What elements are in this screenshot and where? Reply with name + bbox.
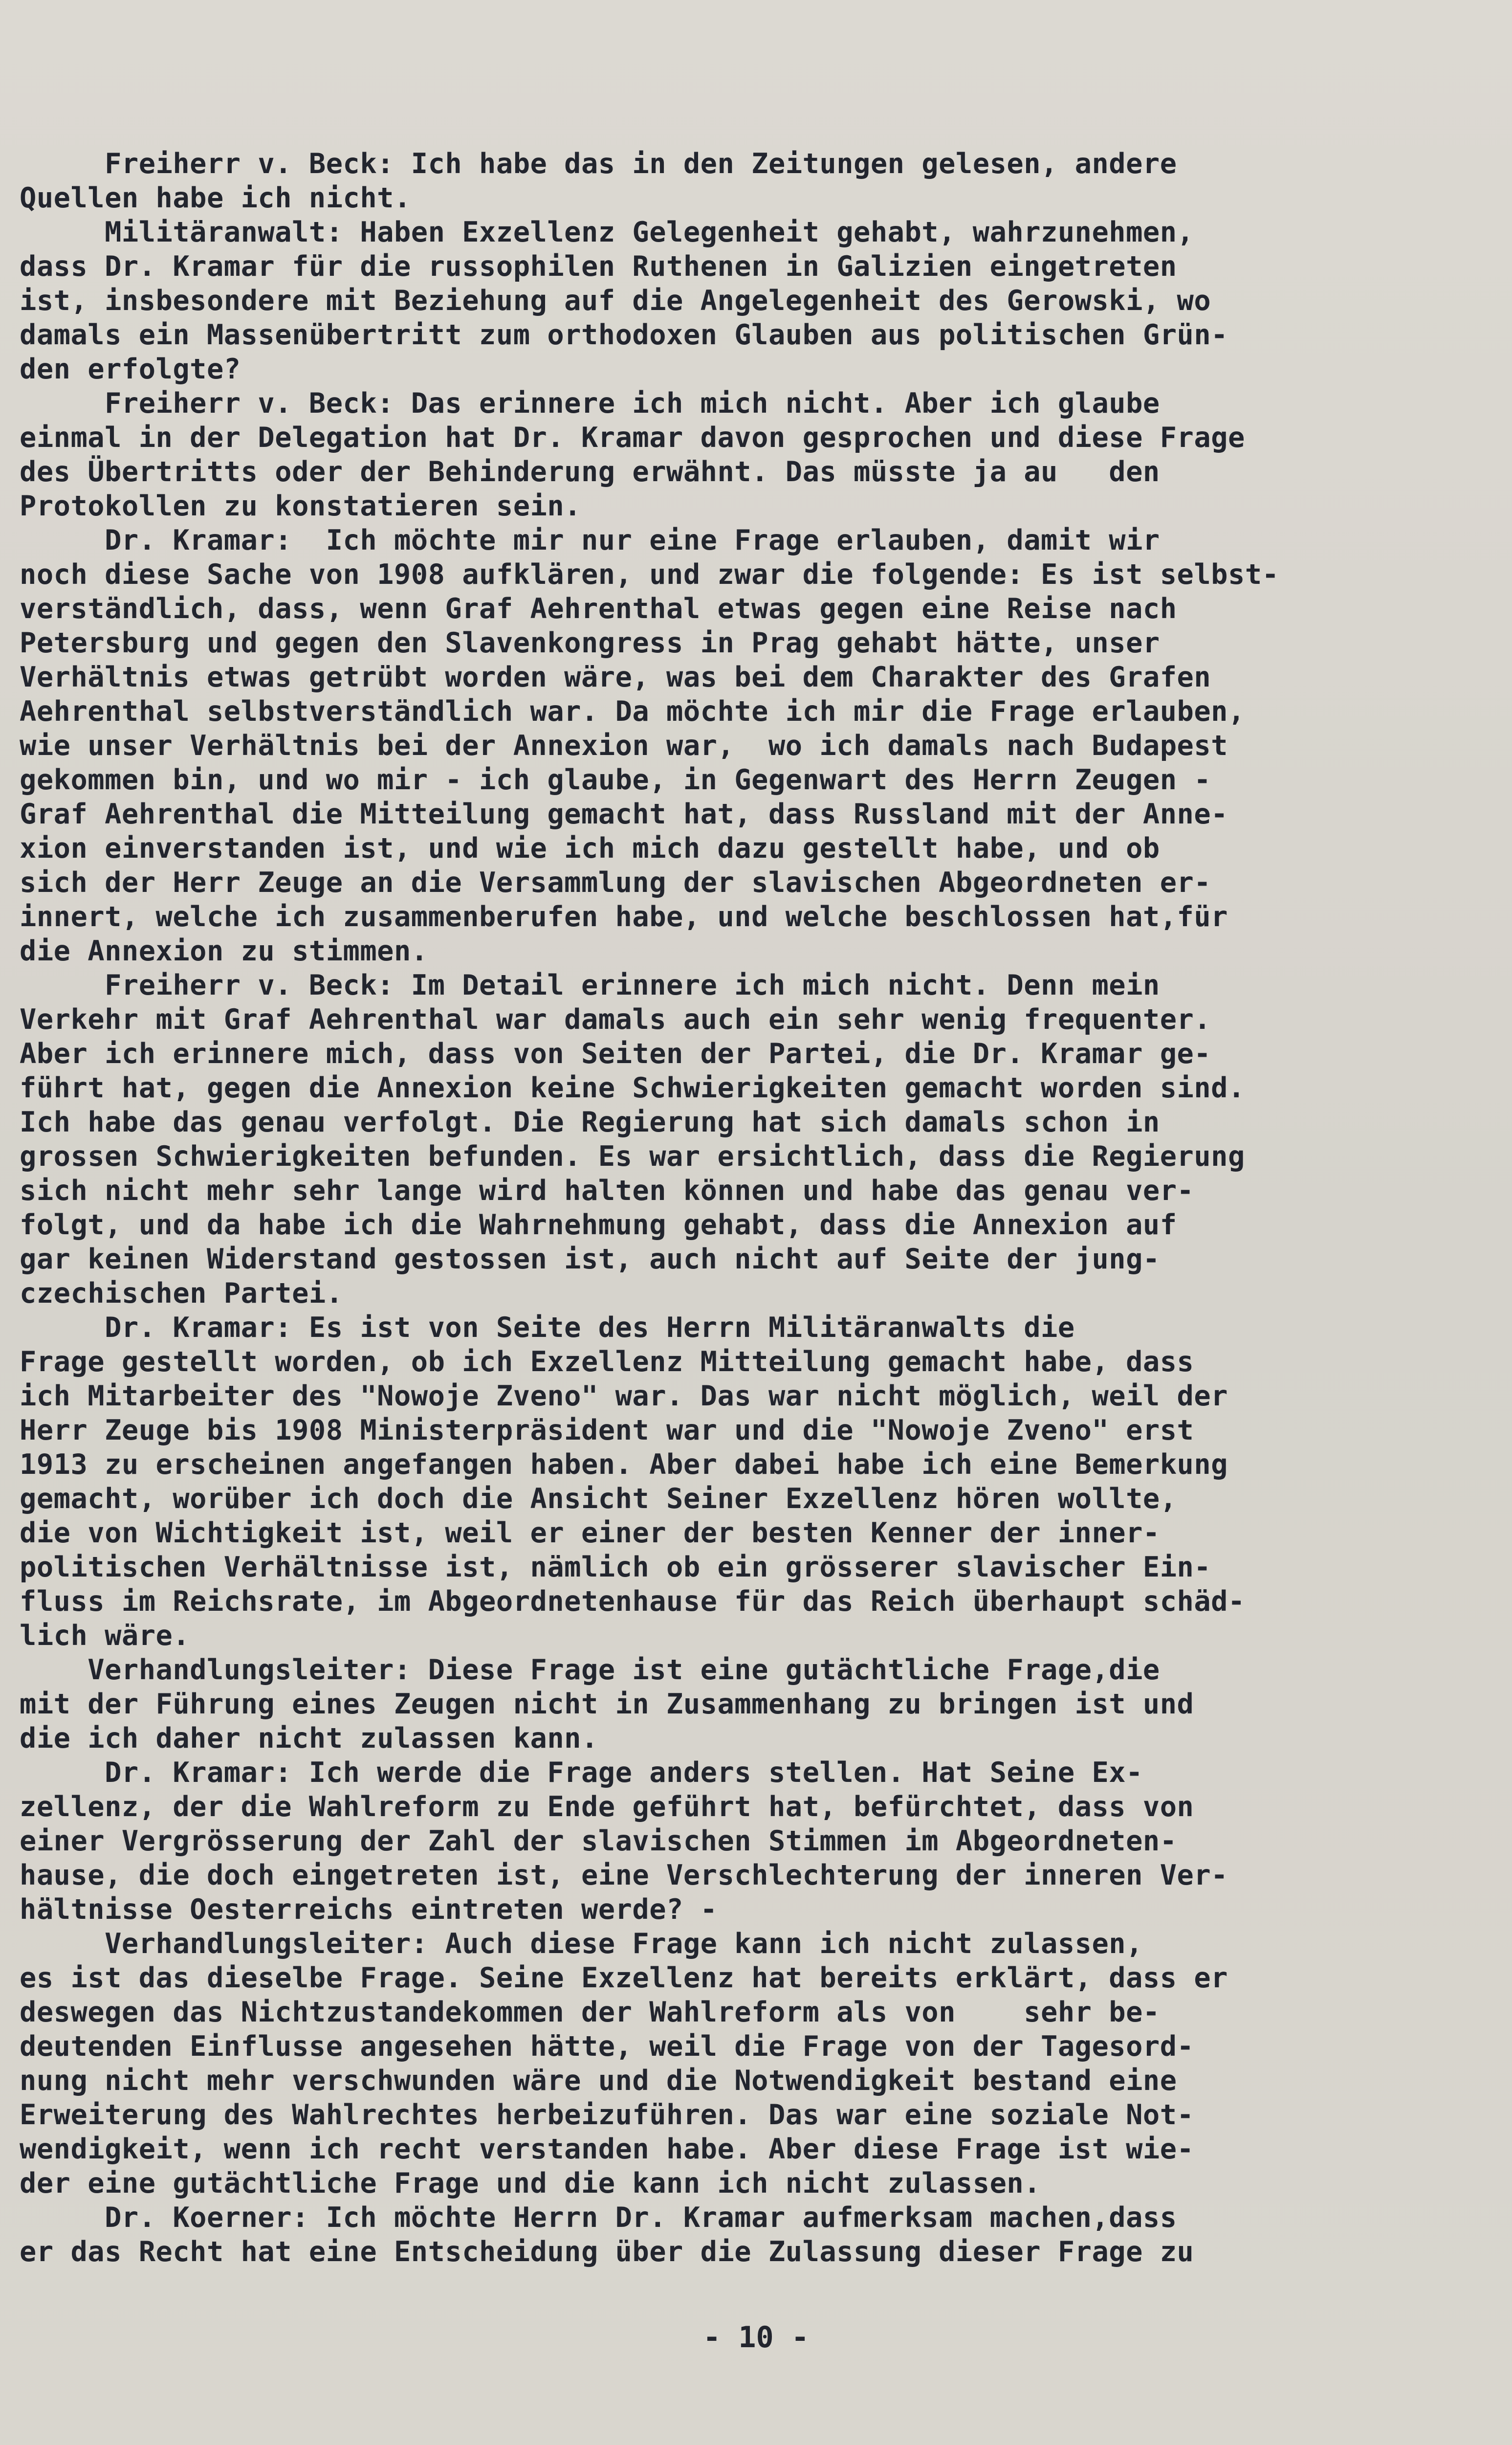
text-line: hause, die doch eingetreten ist, eine Verschlechterung der inneren Ver-	[20, 1859, 1228, 1891]
text-line: zellenz, der die Wahlreform zu Ende geführt hat, befürchtet, dass von	[20, 1791, 1194, 1823]
document-body	[20, 147, 1486, 2269]
text-line: Dr. Kramar: Ich werde die Frage anders stellen. Hat Seine Ex-	[20, 1756, 1143, 1789]
text-line: wendigkeit, wenn ich recht verstanden habe. Aber diese Frage ist wie-	[20, 2133, 1194, 2165]
text-line: einmal in der Delegation hat Dr. Kramar davon gesprochen und diese Frage	[20, 422, 1245, 454]
text-line: Freiherr v. Beck: Ich habe das in den Zeitungen gelesen, andere	[20, 148, 1177, 180]
text-line: wie unser Verhältnis bei der Annexion war, wo ich damals nach Budapest	[20, 730, 1228, 762]
text-line: Aber ich erinnere mich, dass von Seiten der Partei, die Dr. Kramar ge-	[20, 1038, 1211, 1070]
text-line: die Annexion zu stimmen.	[20, 935, 428, 967]
text-line: damals ein Massenübertritt zum orthodoxen Glauben aus politischen Grün-	[20, 319, 1228, 351]
text-line: Verkehr mit Graf Aehrenthal war damals auch ein sehr wenig frequenter.	[20, 1003, 1211, 1036]
text-line: gemacht, worüber ich doch die Ansicht Seiner Exzellenz hören wollte,	[20, 1483, 1177, 1515]
text-line: des Übertritts oder der Behinderung erwähnt. Das müsste ja au den	[20, 456, 1160, 488]
text-line: fluss im Reichsrate, im Abgeordnetenhause für das Reich überhaupt schäd-	[20, 1585, 1245, 1618]
text-line: xion einverstanden ist, und wie ich mich dazu gestellt habe, und ob	[20, 832, 1160, 865]
text-line: Quellen habe ich nicht.	[20, 182, 411, 214]
text-line: Dr. Kramar: Ich möchte mir nur eine Frage erlauben, damit wir	[20, 524, 1160, 556]
text-line: grossen Schwierigkeiten befunden. Es war ersichtlich, dass die Regierung	[20, 1140, 1245, 1173]
text-line: sich der Herr Zeuge an die Versammlung der slavischen Abgeordneten er-	[20, 867, 1211, 899]
text-line: 1913 zu erscheinen angefangen haben. Aber dabei habe ich eine Bemerkung	[20, 1448, 1228, 1481]
text-line: Frage gestellt worden, ob ich Exzellenz Mitteilung gemacht habe, dass	[20, 1346, 1194, 1378]
text-line: die von Wichtigkeit ist, weil er einer der besten Kenner der inner-	[20, 1517, 1160, 1549]
text-line: Graf Aehrenthal die Mitteilung gemacht hat, dass Russland mit der Anne-	[20, 798, 1228, 830]
text-line: er das Recht hat eine Entscheidung über die Zulassung dieser Frage zu	[20, 2236, 1194, 2268]
text-line: Herr Zeuge bis 1908 Ministerpräsident war und die "Nowoje Zveno" erst	[20, 1414, 1194, 1446]
text-line: Ich habe das genau verfolgt. Die Regierung hat sich damals schon in	[20, 1106, 1160, 1138]
text-line: Verhältnis etwas getrübt worden wäre, was bei dem Charakter des Grafen	[20, 661, 1211, 693]
text-line: politischen Verhältnisse ist, nämlich ob ein grösserer slavischer Ein-	[20, 1551, 1211, 1583]
text-line: Dr. Koerner: Ich möchte Herrn Dr. Kramar aufmerksam machen,dass	[20, 2201, 1177, 2234]
text-line: Aehrenthal selbstverständlich war. Da möchte ich mir die Frage erlauben,	[20, 695, 1245, 728]
text-line: Dr. Kramar: Es ist von Seite des Herrn Militäranwalts die	[20, 1311, 1075, 1344]
text-line: innert, welche ich zusammenberufen habe, und welche beschlossen hat,für	[20, 901, 1228, 933]
text-line: Freiherr v. Beck: Das erinnere ich mich nicht. Aber ich glaube	[20, 387, 1160, 420]
text-line: Verhandlungsleiter: Diese Frage ist eine gutächtliche Frage,die	[20, 1654, 1160, 1686]
text-line: einer Vergrösserung der Zahl der slavischen Stimmen im Abgeordneten-	[20, 1825, 1177, 1857]
text-line: Protokollen zu konstatieren sein.	[20, 490, 581, 522]
text-line: mit der Führung eines Zeugen nicht in Zusammenhang zu bringen ist und	[20, 1688, 1194, 1720]
text-line: Freiherr v. Beck: Im Detail erinnere ich mich nicht. Denn mein	[20, 969, 1160, 1001]
text-line: die ich daher nicht zulassen kann.	[20, 1722, 598, 1755]
text-line: hältnisse Oesterreichs eintreten werde? -	[20, 1893, 718, 1926]
text-line: lich wäre.	[20, 1620, 190, 1652]
text-line: Erweiterung des Wahlrechtes herbeizuführen. Das war eine soziale Not-	[20, 2099, 1194, 2131]
text-line: folgt, und da habe ich die Wahrnehmung gehabt, dass die Annexion auf	[20, 1209, 1177, 1241]
text-line: gekommen bin, und wo mir - ich glaube, in Gegenwart des Herrn Zeugen -	[20, 764, 1211, 796]
text-line: verständlich, dass, wenn Graf Aehrenthal etwas gegen eine Reise nach	[20, 593, 1177, 625]
text-line: Militäranwalt: Haben Exzellenz Gelegenheit gehabt, wahrzunehmen,	[20, 216, 1194, 248]
text-line: es ist das dieselbe Frage. Seine Exzellenz hat bereits erklärt, dass er	[20, 1962, 1228, 1994]
text-line: czechischen Partei.	[20, 1277, 343, 1310]
page-number: - 10 -	[703, 2320, 809, 2355]
text-line: den erfolgte?	[20, 353, 241, 385]
text-line: gar keinen Widerstand gestossen ist, auch nicht auf Seite der jung-	[20, 1243, 1160, 1275]
text-line: sich nicht mehr sehr lange wird halten können und habe das genau ver-	[20, 1175, 1194, 1207]
text-line: deswegen das Nichtzustandekommen der Wahlreform als von sehr be-	[20, 1996, 1160, 2028]
text-line: Verhandlungsleiter: Auch diese Frage kann ich nicht zulassen,	[20, 1928, 1143, 1960]
text-line: der eine gutächtliche Frage und die kann ich nicht zulassen.	[20, 2167, 1041, 2200]
text-line: ich Mitarbeiter des "Nowoje Zveno" war. Das war nicht möglich, weil der	[20, 1380, 1228, 1412]
text-line: führt hat, gegen die Annexion keine Schwierigkeiten gemacht worden sind.	[20, 1072, 1245, 1104]
text-line: Petersburg und gegen den Slavenkongress in Prag gehabt hätte, unser	[20, 627, 1160, 659]
text-line: deutenden Einflusse angesehen hätte, weil die Frage von der Tagesord-	[20, 2030, 1194, 2063]
text-line: ist, insbesondere mit Beziehung auf die Angelegenheit des Gerowski, wo	[20, 285, 1211, 317]
text-line: dass Dr. Kramar für die russophilen Ruthenen in Galizien eingetreten	[20, 250, 1177, 283]
text-line: noch diese Sache von 1908 aufklären, und zwar die folgende: Es ist selbst-	[20, 558, 1279, 591]
text-line: nung nicht mehr verschwunden wäre und die Notwendigkeit bestand eine	[20, 2065, 1177, 2097]
